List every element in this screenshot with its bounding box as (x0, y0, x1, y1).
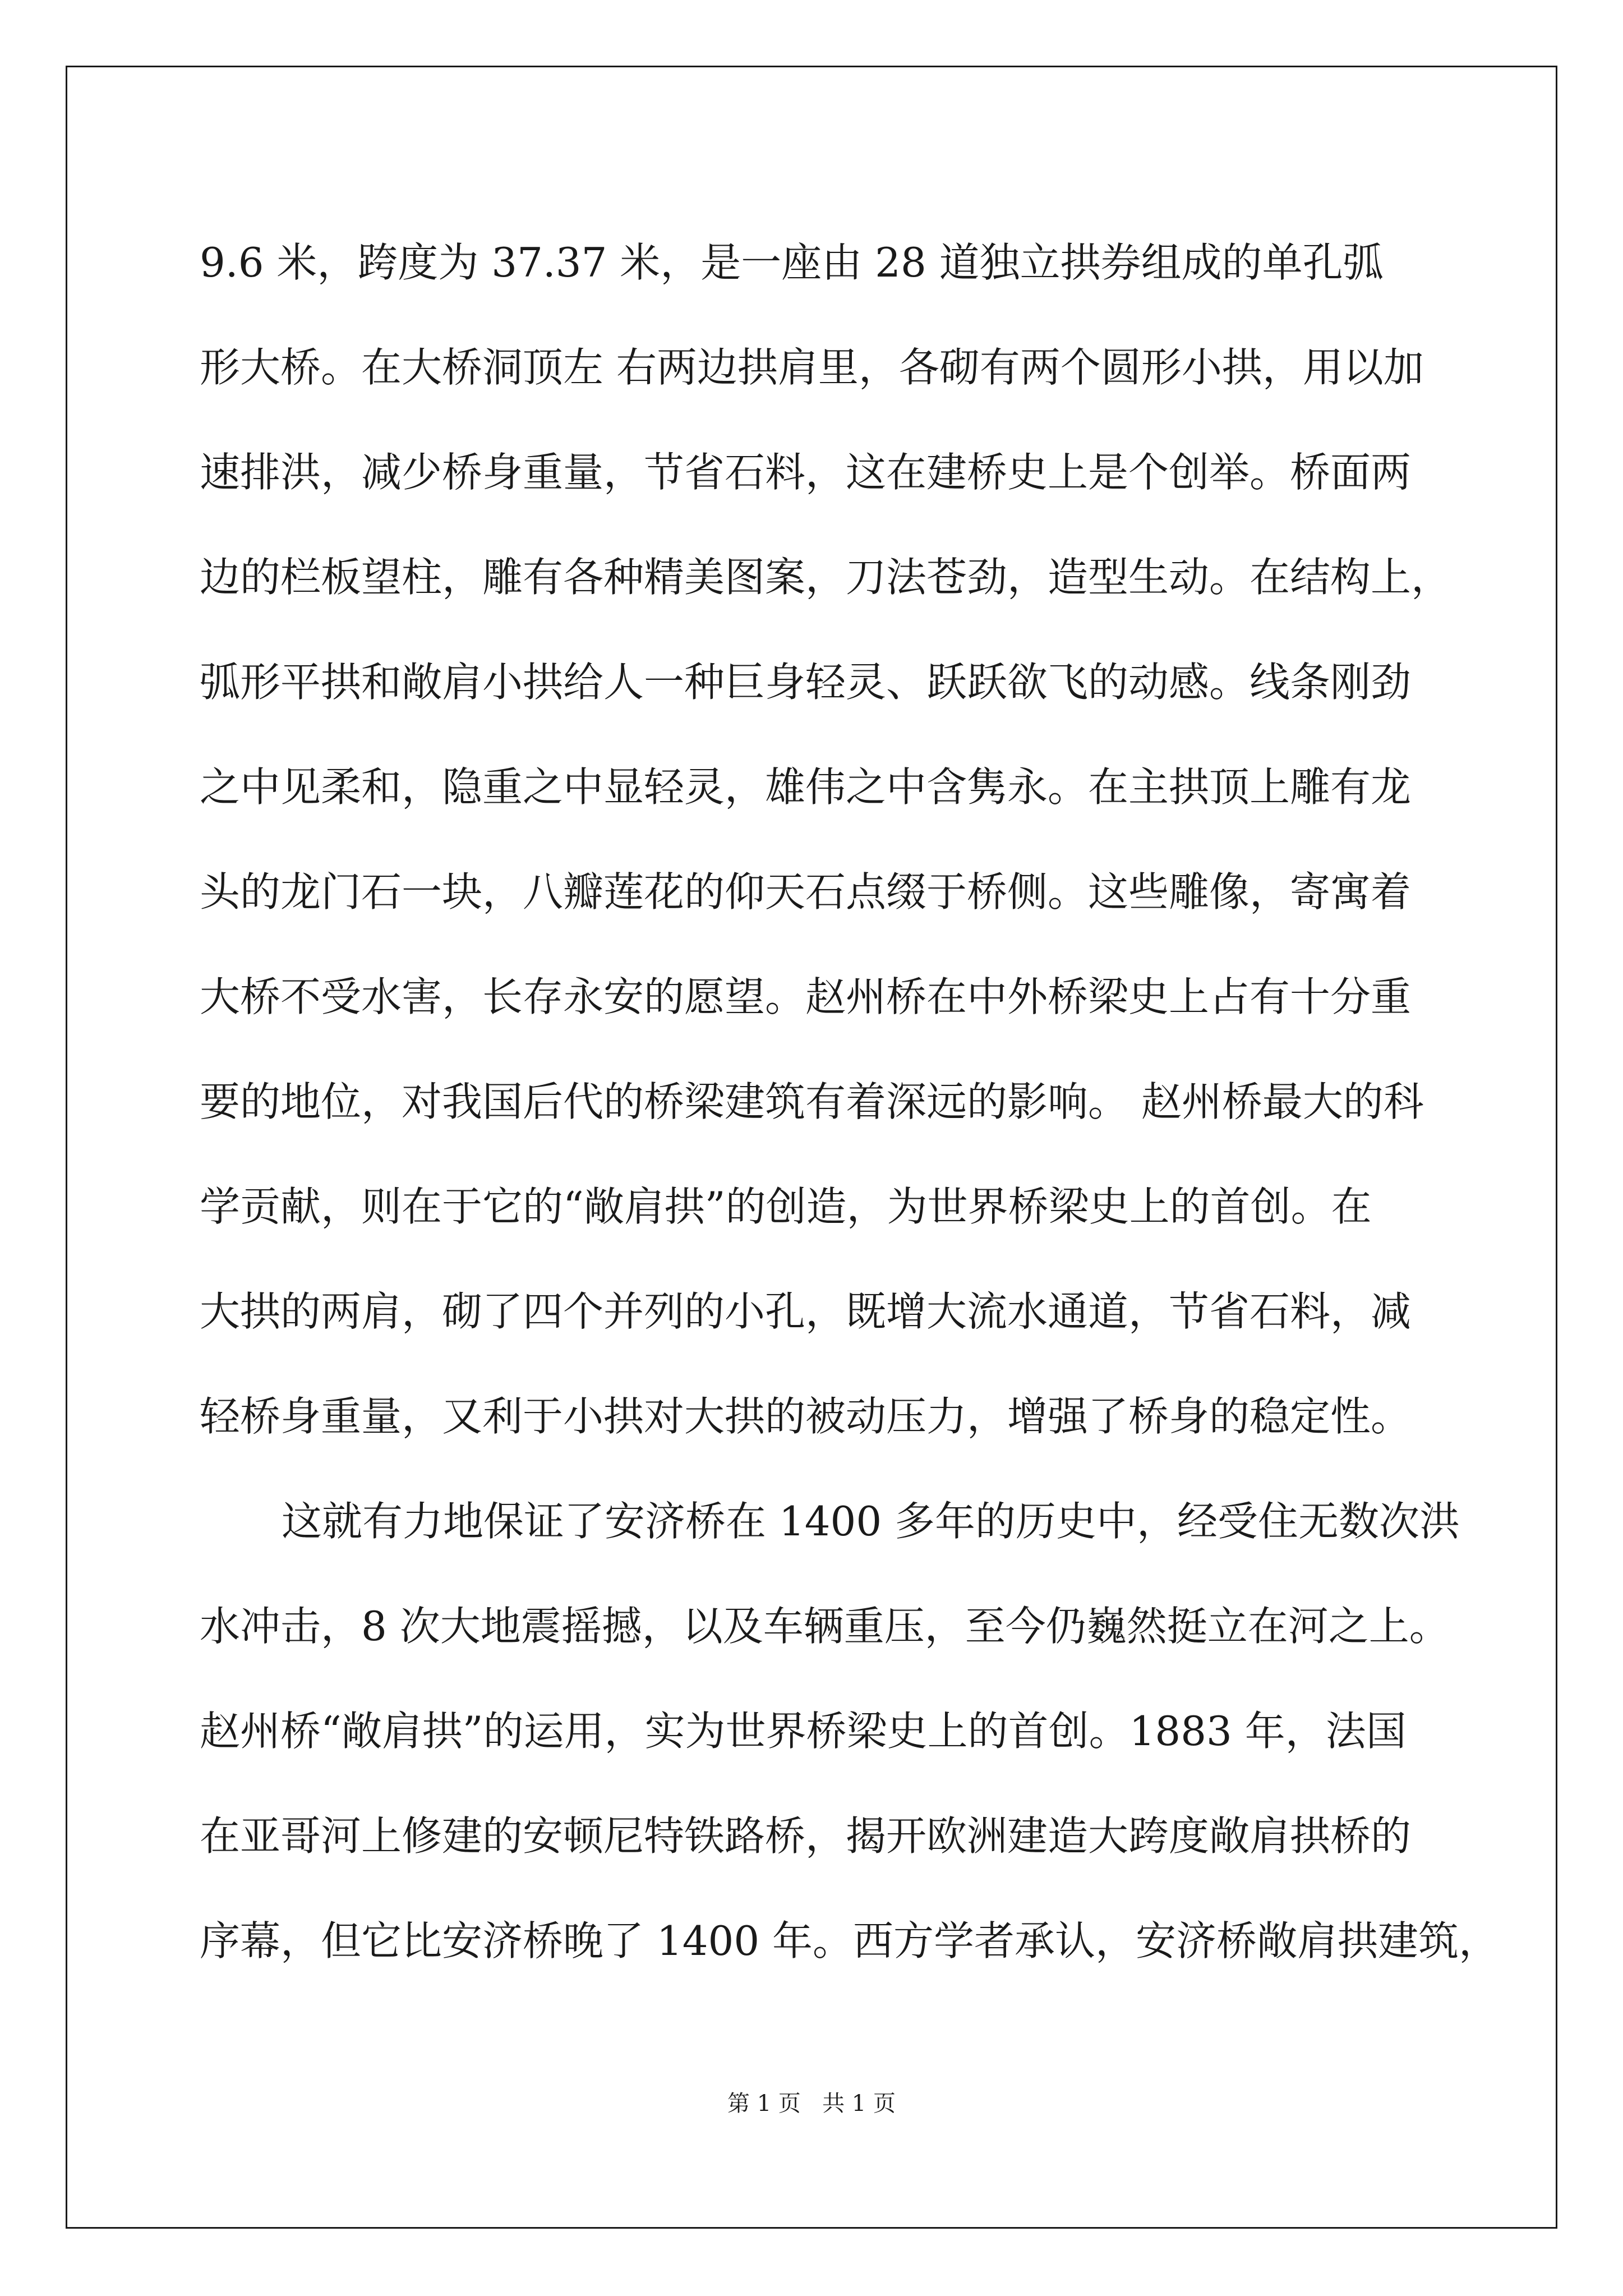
text-line: 速排洪，减少桥身重量，节省石料，这在建桥史上是个创举。桥面两 (200, 449, 1412, 496)
text-line: 要的地位，对我国后代的桥梁建筑有着深远的影响。 赵州桥最大的科 (200, 1078, 1424, 1125)
text-line: 在亚哥河上修建的安顿尼特铁路桥，揭开欧洲建造大跨度敞肩拱桥的 (200, 1812, 1412, 1860)
text-line: 头的龙门石一块，八瓣莲花的仰天石点缀于桥侧。这些雕像，寄寓着 (200, 868, 1412, 915)
text-line: 大桥不受水害，长存永安的愿望。赵州桥在中外桥梁史上占有十分重 (200, 973, 1412, 1020)
text-line: 水冲击，8 次大地震摇撼，以及车辆重压，至今仍巍然挺立在河之上。 (200, 1603, 1450, 1650)
text-line: 之中见柔和，隐重之中显轻灵，雄伟之中含隽永。在主拱顶上雕有龙 (200, 763, 1412, 811)
text-line: 边的栏板望柱，雕有各种精美图案，刀法苍劲，造型生动。在结构上， (200, 554, 1452, 601)
text-line: 序幕，但它比安济桥晚了 1400 年。西方学者承认，安济桥敞肩拱建筑， (200, 1917, 1500, 1964)
text-line: 学贡献，则在于它的“敞肩拱”的创造，为世界桥梁史上的首创。在 (200, 1183, 1372, 1230)
text-line: 轻桥身重量，又利于小拱对大拱的被动压力，增强了桥身的稳定性。 (200, 1393, 1412, 1440)
page-number-footer: 第 1 页 共 1 页 (727, 2091, 896, 2116)
text-line: 弧形平拱和敞肩小拱给人一种巨身轻灵、跃跃欲飞的动感。线条刚劲 (200, 659, 1412, 706)
paragraph-first-line: 这就有力地保证了安济桥在 1400 多年的历史中，经受住无数次洪 (282, 1498, 1460, 1545)
text-line: 大拱的两肩，砌了四个并列的小孔，既增大流水通道，节省石料，减 (200, 1288, 1412, 1335)
text-line: 赵州桥“敞肩拱”的运用，实为世界桥梁史上的首创。1883 年，法国 (200, 1708, 1407, 1755)
text-line: 9.6 米，跨度为 37.37 米，是一座由 28 道独立拱券组成的单孔弧 (200, 239, 1384, 286)
text-line: 形大桥。在大桥洞顶左 右两边拱肩里，各砌有两个圆形小拱，用以加 (200, 344, 1424, 391)
document-body (200, 210, 1500, 1994)
